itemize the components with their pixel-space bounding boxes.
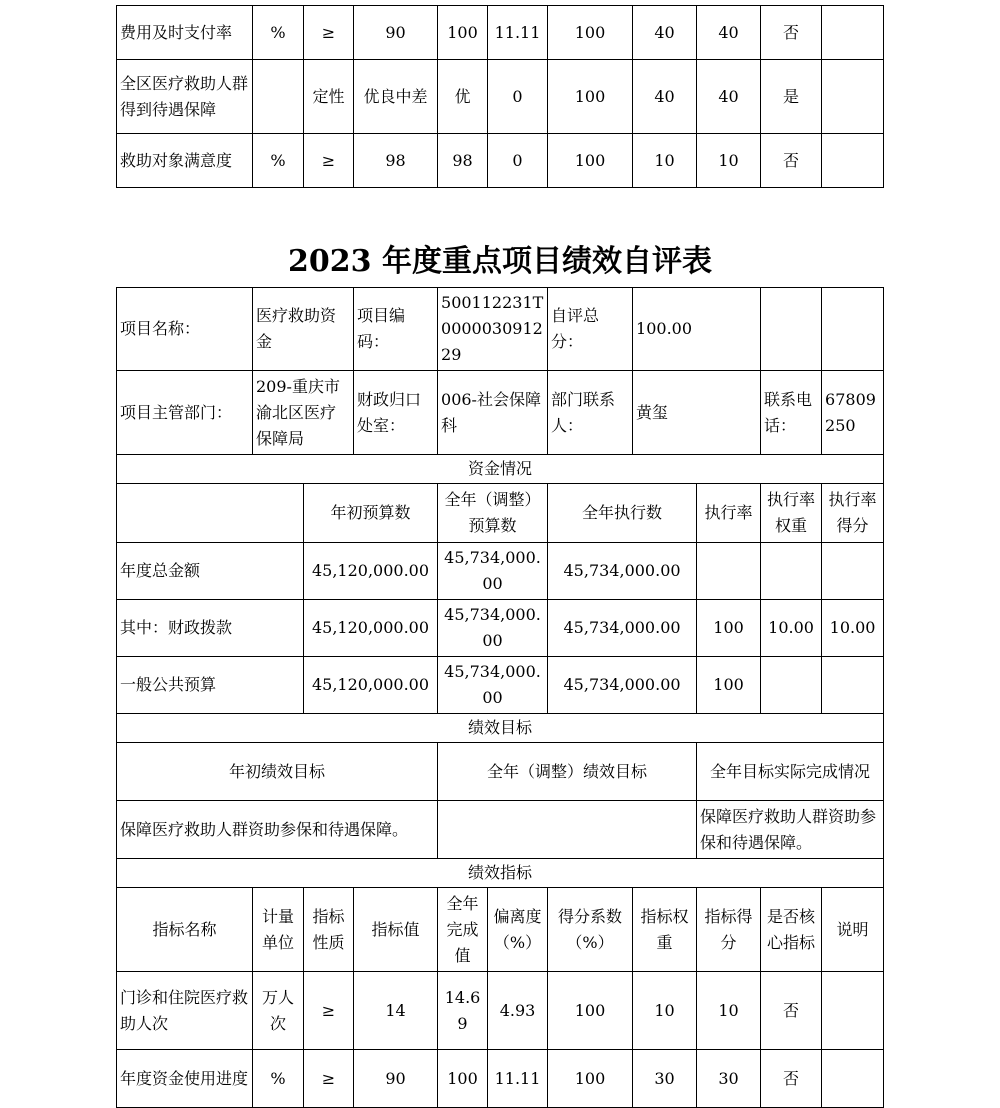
indicator-target: 90 — [354, 1050, 438, 1108]
indicator-note — [822, 1050, 884, 1108]
self-score: 100.00 — [633, 288, 761, 371]
indicator-unit — [253, 60, 304, 134]
funds-row — [117, 657, 884, 714]
indicator-target: 14 — [354, 972, 438, 1050]
indicator-coefficient: 100 — [548, 134, 633, 188]
indicator-nature: ≥ — [304, 972, 354, 1050]
rate-weight — [761, 657, 822, 714]
initial-budget: 45,120,000.00 — [304, 600, 438, 657]
indicators-header-row — [117, 888, 884, 972]
initial-goal: 保障医疗救助人群资助参保和待遇保障。 — [117, 801, 438, 859]
indicators-section-title: 绩效指标 — [117, 859, 884, 888]
phone-number: 67809250 — [822, 371, 884, 455]
rate-weight-header: 执行率权重 — [761, 484, 822, 543]
funds-row-label: 一般公共预算 — [117, 657, 304, 714]
initial-goal-header: 年初绩效目标 — [117, 743, 438, 801]
indicator-deviation: 11.11 — [488, 6, 548, 60]
indicator-nature: ≥ — [304, 1050, 354, 1108]
table-row — [117, 6, 884, 60]
adjusted-budget: 45,734,000.00 — [438, 657, 548, 714]
indicator-deviation: 0 — [488, 134, 548, 188]
indicator-deviation: 11.11 — [488, 1050, 548, 1108]
top-indicator-table — [116, 5, 884, 188]
project-info-row — [117, 288, 884, 371]
section-row — [117, 455, 884, 484]
goals-header-row — [117, 743, 884, 801]
indicator-score: 30 — [697, 1050, 761, 1108]
indicator-core: 否 — [761, 6, 822, 60]
adjusted-goal-header: 全年（调整）绩效目标 — [438, 743, 697, 801]
funds-row — [117, 543, 884, 600]
indicator-unit: % — [253, 1050, 304, 1108]
office-name: 006-社会保障科 — [438, 371, 548, 455]
self-evaluation-table — [116, 287, 884, 1108]
rate-score: 10.00 — [822, 600, 884, 657]
indicator-coefficient: 100 — [548, 6, 633, 60]
indicator-nature: ≥ — [304, 134, 354, 188]
initial-budget-header: 年初预算数 — [304, 484, 438, 543]
section-row — [117, 859, 884, 888]
initial-budget: 45,120,000.00 — [304, 657, 438, 714]
page-title: 2023 年度重点项目绩效自评表 — [288, 244, 712, 279]
rate-score-header: 执行率得分 — [822, 484, 884, 543]
funds-section-title: 资金情况 — [117, 455, 884, 484]
project-dept-row — [117, 371, 884, 455]
col-header-score: 指标得分 — [697, 888, 761, 972]
project-name-label: 项目名称： — [117, 288, 253, 371]
rate-score — [822, 543, 884, 600]
indicator-nature: 定性 — [304, 60, 354, 134]
table-row — [117, 1050, 884, 1108]
rate-weight — [761, 543, 822, 600]
adjusted-budget: 45,734,000.00 — [438, 543, 548, 600]
indicator-name: 门诊和住院医疗救助人次 — [117, 972, 253, 1050]
office-label: 财政归口处室： — [354, 371, 438, 455]
project-name: 医疗救助资金 — [253, 288, 354, 371]
goals-section-title: 绩效目标 — [117, 714, 884, 743]
indicator-actual: 优 — [438, 60, 488, 134]
indicator-core: 是 — [761, 60, 822, 134]
executed-header: 全年执行数 — [548, 484, 697, 543]
indicator-score: 10 — [697, 972, 761, 1050]
indicator-weight: 40 — [633, 6, 697, 60]
execution-rate: 100 — [697, 600, 761, 657]
indicator-weight: 40 — [633, 60, 697, 134]
funds-row — [117, 600, 884, 657]
table-row — [117, 134, 884, 188]
dept-label: 项目主管部门： — [117, 371, 253, 455]
funds-row-label: 其中：财政拨款 — [117, 600, 304, 657]
col-header-unit: 计量单位 — [253, 888, 304, 972]
empty-cell — [822, 288, 884, 371]
funds-row-label: 年度总金额 — [117, 543, 304, 600]
actual-goal: 保障医疗救助人群资助参保和待遇保障。 — [697, 801, 884, 859]
indicator-score: 40 — [697, 6, 761, 60]
execution-rate: 100 — [697, 657, 761, 714]
indicator-coefficient: 100 — [548, 1050, 633, 1108]
contact-label: 部门联系人： — [548, 371, 633, 455]
indicator-actual: 100 — [438, 1050, 488, 1108]
indicator-weight: 10 — [633, 134, 697, 188]
indicator-note — [822, 6, 884, 60]
rate-header: 执行率 — [697, 484, 761, 543]
executed-amount: 45,734,000.00 — [548, 600, 697, 657]
col-header-core: 是否核心指标 — [761, 888, 822, 972]
initial-budget: 45,120,000.00 — [304, 543, 438, 600]
col-header-actual: 全年完成值 — [438, 888, 488, 972]
indicator-note — [822, 60, 884, 134]
indicator-name: 全区医疗救助人群得到待遇保障 — [117, 60, 253, 134]
table-row — [117, 60, 884, 134]
indicator-nature: ≥ — [304, 6, 354, 60]
indicator-score: 10 — [697, 134, 761, 188]
funds-header-row — [117, 484, 884, 543]
indicator-target: 优良中差 — [354, 60, 438, 134]
indicator-deviation: 4.93 — [488, 972, 548, 1050]
indicator-target: 98 — [354, 134, 438, 188]
project-code: 500112231T000003091229 — [438, 288, 548, 371]
phone-label: 联系电话： — [761, 371, 822, 455]
empty-cell — [761, 288, 822, 371]
adjusted-goal — [438, 801, 697, 859]
col-header-name: 指标名称 — [117, 888, 253, 972]
self-score-label: 自评总分： — [548, 288, 633, 371]
adjusted-budget-header: 全年（调整）预算数 — [438, 484, 548, 543]
indicator-unit: % — [253, 134, 304, 188]
indicator-name: 救助对象满意度 — [117, 134, 253, 188]
adjusted-budget: 45,734,000.00 — [438, 600, 548, 657]
col-header-nature: 指标性质 — [304, 888, 354, 972]
empty-cell — [117, 484, 304, 543]
col-header-note: 说明 — [822, 888, 884, 972]
execution-rate — [697, 543, 761, 600]
section-row — [117, 714, 884, 743]
rate-score — [822, 657, 884, 714]
indicator-name: 年度资金使用进度 — [117, 1050, 253, 1108]
indicator-unit: 万人次 — [253, 972, 304, 1050]
indicator-target: 90 — [354, 6, 438, 60]
executed-amount: 45,734,000.00 — [548, 543, 697, 600]
indicator-note — [822, 134, 884, 188]
indicator-core: 否 — [761, 972, 822, 1050]
actual-goal-header: 全年目标实际完成情况 — [697, 743, 884, 801]
indicator-weight: 10 — [633, 972, 697, 1050]
col-header-coefficient: 得分系数（%） — [548, 888, 633, 972]
indicator-core: 否 — [761, 134, 822, 188]
indicator-weight: 30 — [633, 1050, 697, 1108]
dept-name: 209-重庆市渝北区医疗保障局 — [253, 371, 354, 455]
indicator-deviation: 0 — [488, 60, 548, 134]
contact-name: 黄玺 — [633, 371, 761, 455]
indicator-actual: 100 — [438, 6, 488, 60]
indicator-note — [822, 972, 884, 1050]
indicator-core: 否 — [761, 1050, 822, 1108]
table-row — [117, 972, 884, 1050]
project-code-label: 项目编码： — [354, 288, 438, 371]
col-header-deviation: 偏离度（%） — [488, 888, 548, 972]
col-header-target: 指标值 — [354, 888, 438, 972]
indicator-name: 费用及时支付率 — [117, 6, 253, 60]
rate-weight: 10.00 — [761, 600, 822, 657]
goals-row — [117, 801, 884, 859]
indicator-actual: 14.69 — [438, 972, 488, 1050]
indicator-coefficient: 100 — [548, 972, 633, 1050]
indicator-score: 40 — [697, 60, 761, 134]
col-header-weight: 指标权重 — [633, 888, 697, 972]
indicator-actual: 98 — [438, 134, 488, 188]
indicator-unit: % — [253, 6, 304, 60]
indicator-coefficient: 100 — [548, 60, 633, 134]
executed-amount: 45,734,000.00 — [548, 657, 697, 714]
